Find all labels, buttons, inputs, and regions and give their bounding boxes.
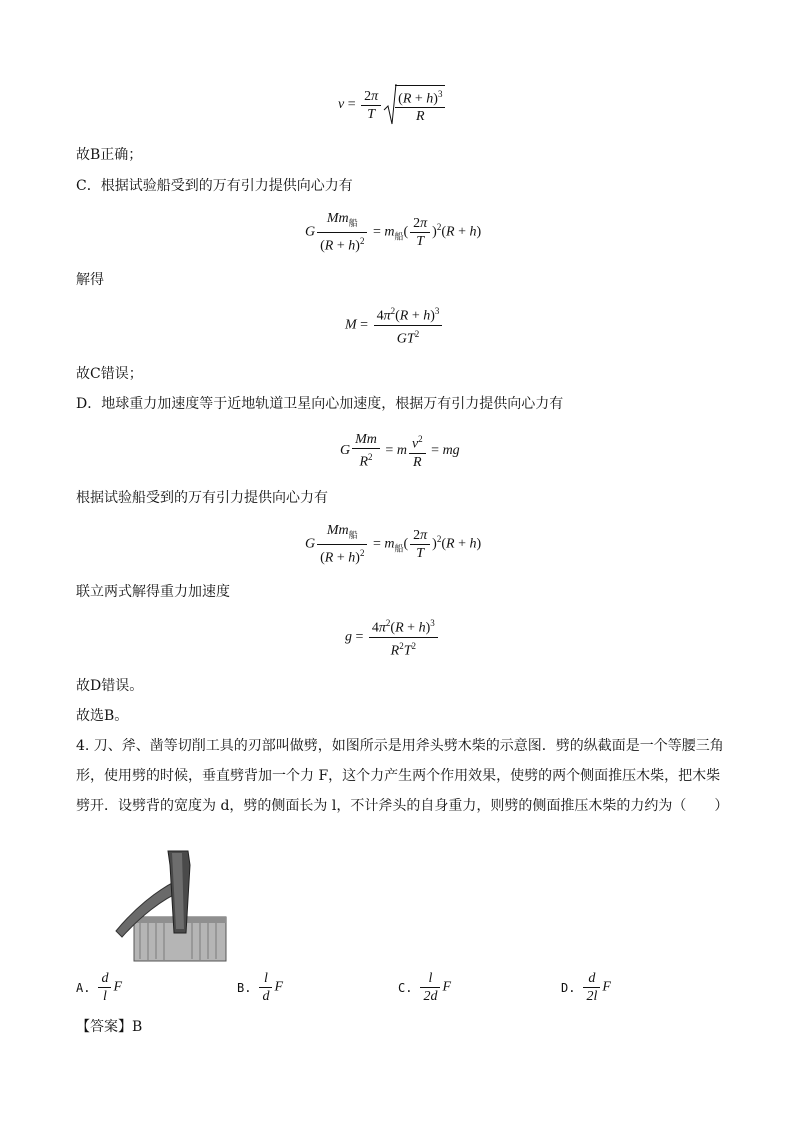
formula-surface-gravity: G $\frac{Mm}{R^2}$ = m $\frac{v^2}{R}$ = mg <box>340 432 460 470</box>
option-c-numerator: l <box>428 971 433 986</box>
option-b-label: B. <box>237 980 252 995</box>
option-c-denominator: 2d <box>423 989 438 1004</box>
option-c-intro: C．根据试验船受到的万有引力提供向心力有 <box>76 178 353 194</box>
option-c-label: C. <box>398 980 413 995</box>
answer-label: 【答案】B <box>76 1019 143 1035</box>
option-b[interactable] <box>237 970 283 1005</box>
option-d-intro: D．地球重力加速度等于近地轨道卫星向心加速度，根据万有引力提供向心力有 <box>76 396 564 412</box>
question-4-stem: 4. 刀、斧、凿等切削工具的刃部叫做劈，如图所示是用斧头劈木柴的示意图．劈的纵截面是一个等腰三角形，使用劈的时候，垂直劈背加一个力 F，这个力产生两个作用效果，使劈的两个侧面推压木柴，把木柴劈开．设劈背的宽度为 d，劈的侧面长为 l，不计斧头的自身重力，则劈的侧面推压木柴的力约为（ ） <box>76 738 729 814</box>
option-a-denominator: l <box>103 989 107 1004</box>
option-b-numerator: l <box>264 971 268 986</box>
option-c[interactable] <box>398 970 451 1005</box>
option-d-force: F <box>602 979 611 995</box>
ship-subscript: 船 <box>394 231 404 242</box>
option-a-numerator: d <box>101 971 109 986</box>
formula-velocity: v = $\frac{2\pi}{T}$ $\frac{(R + h)^3}{R}$ <box>338 82 447 128</box>
formula-gravity-ship-c: G $\frac{Mm_船}{(R + h)^2}$ = $m_船$( $\frac{2\pi}{T}$ )$^2$(R + h) <box>305 211 482 254</box>
conclusion-c: 故C错误； <box>76 366 143 382</box>
c-solve-label: 解得 <box>76 272 104 288</box>
formula-gravity-ship-d: G $\frac{Mm_船}{(R + h)^2}$ = $m_船$( $\frac{2\pi}{T}$ )$^2$(R + h) <box>305 523 482 566</box>
formula-g: g = $\frac{4\pi^2(R + h)^3}{R^2T^2}$ <box>345 615 440 659</box>
formula-earth-mass: M = $\frac{4\pi^2(R + h)^3}{GT^2}$ <box>345 303 444 347</box>
ship-subscript: 船 <box>348 529 358 540</box>
option-a-force: F <box>113 979 123 995</box>
final-choice: 故选B。 <box>76 708 129 724</box>
option-d-numerator: d <box>588 971 596 986</box>
option-b-denominator: d <box>262 989 270 1004</box>
option-d-denominator: 2l <box>586 989 598 1004</box>
ship-subscript: 船 <box>394 543 404 554</box>
ship-subscript: 船 <box>348 217 358 228</box>
option-b-force: F <box>274 979 284 995</box>
option-d[interactable] <box>561 970 611 1005</box>
option-a-label: A. <box>76 980 91 995</box>
d-combine-label: 联立两式解得重力加速度 <box>76 584 230 600</box>
conclusion-d: 故D错误。 <box>76 678 144 694</box>
d-ship-label: 根据试验船受到的万有引力提供向心力有 <box>76 490 328 506</box>
conclusion-b: 故B正确； <box>76 147 143 163</box>
option-c-force: F <box>442 979 452 995</box>
option-a[interactable] <box>76 970 122 1005</box>
option-d-label: D. <box>561 980 576 995</box>
axe-wood-illustration <box>104 843 234 963</box>
